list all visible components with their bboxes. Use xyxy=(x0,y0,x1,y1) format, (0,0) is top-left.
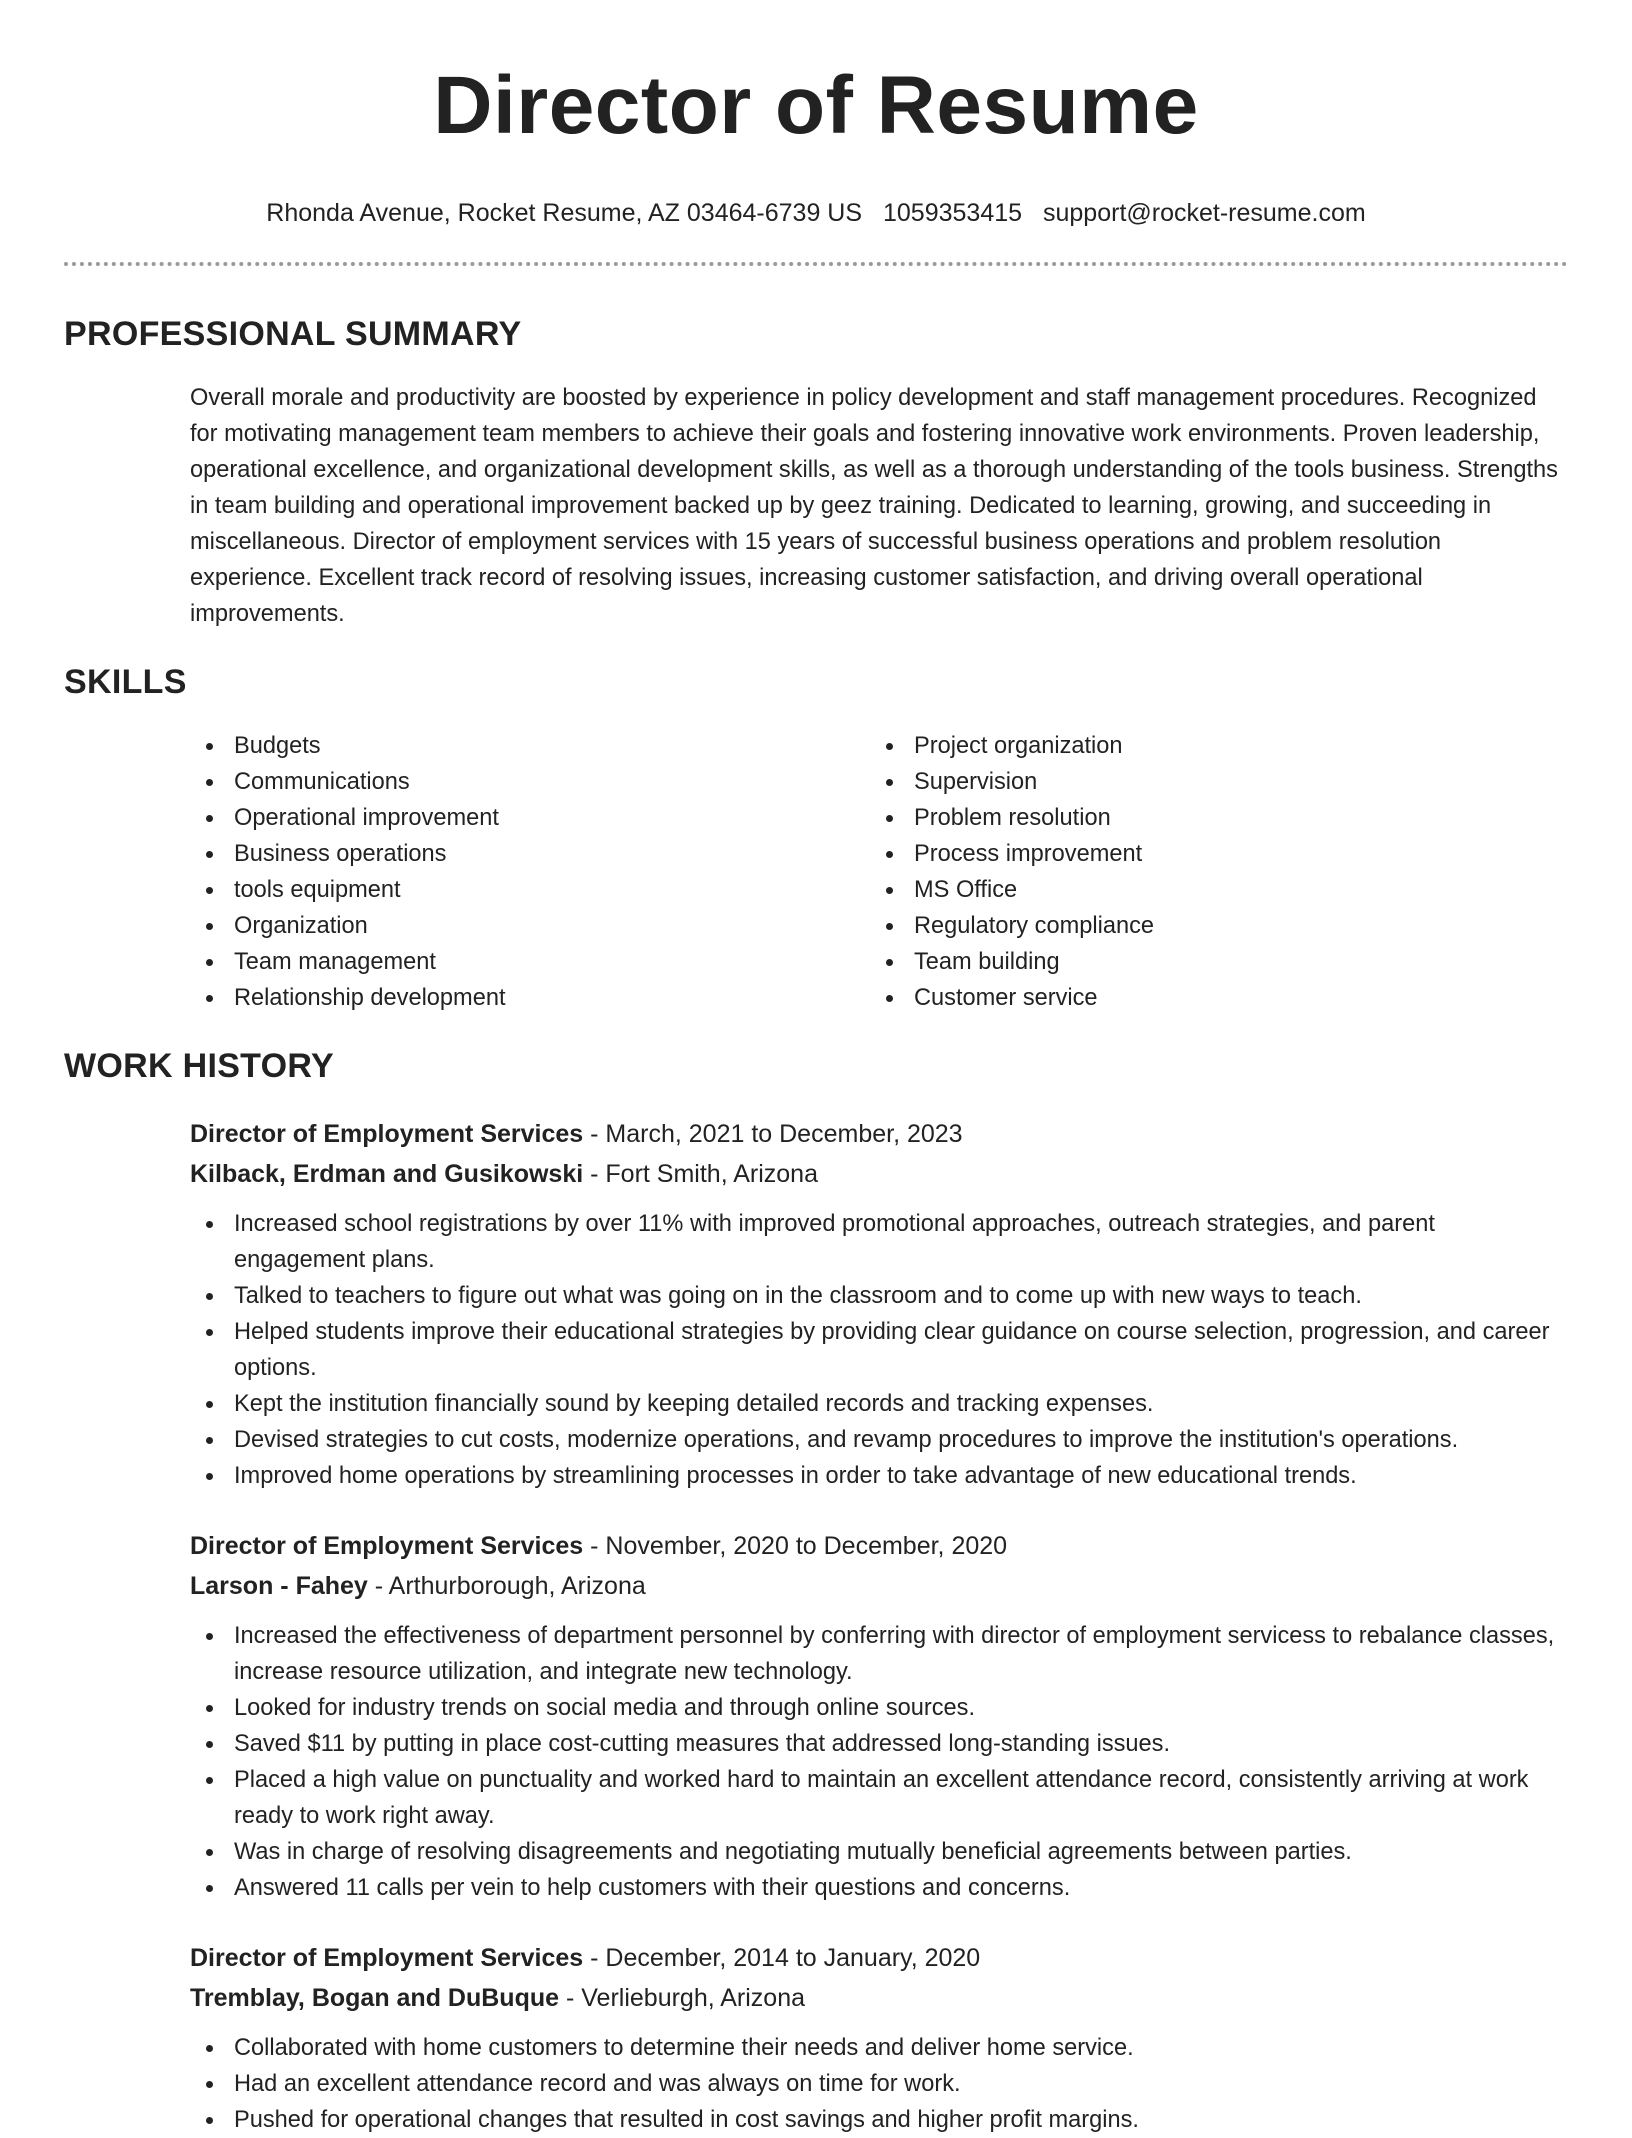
skill-item: Communications xyxy=(190,764,870,800)
job-company: Larson - Fahey xyxy=(190,1572,368,1600)
job-role: Director of Employment Services xyxy=(190,1532,584,1560)
job-company: Kilback, Erdman and Gusikowski xyxy=(190,1160,584,1188)
job-bullet: Collaborated with home customers to determine their needs and deliver home service. xyxy=(190,2030,1568,2066)
job-company-line xyxy=(190,1978,1568,2018)
job-bullet: Increased school registrations by over 11% with improved promotional approaches, outreach strategies, and parent engagement plans. xyxy=(190,1206,1568,1278)
skill-item: MS Office xyxy=(870,872,1550,908)
job-bullet: Increased the effectiveness of department personnel by conferring with director of employment servicess to rebalance classes, increase resource utilization, and integrate new technology. xyxy=(190,1618,1568,1690)
skill-item: Customer service xyxy=(870,980,1550,1016)
job-dates: - March, 2021 to December, 2023 xyxy=(583,1120,963,1148)
job-bullet: Answered 11 calls per vein to help customers with their questions and concerns. xyxy=(190,1870,1568,1906)
skills-column-right xyxy=(870,728,1550,1016)
skill-item: Relationship development xyxy=(190,980,870,1016)
job-bullet: Looked for industry trends on social media and through online sources. xyxy=(190,1690,1568,1726)
job-bullets xyxy=(190,2030,1568,2138)
skill-item: Project organization xyxy=(870,728,1550,764)
job-dates: - December, 2014 to January, 2020 xyxy=(583,1944,981,1972)
skill-item: Regulatory compliance xyxy=(870,908,1550,944)
job-bullet: Pushed for operational changes that resulted in cost savings and higher profit margins. xyxy=(190,2102,1568,2138)
contact-address: Rhonda Avenue, Rocket Resume, AZ 03464-6739 US xyxy=(266,199,863,227)
job-bullet: Helped students improve their educational strategies by providing clear guidance on course selection, progression, and career options. xyxy=(190,1314,1568,1386)
skill-item: Operational improvement xyxy=(190,800,870,836)
job-bullets xyxy=(190,1618,1568,1906)
job-title-line xyxy=(190,1114,1568,1154)
job-location: - Arthurborough, Arizona xyxy=(367,1572,646,1600)
job-dates: - November, 2020 to December, 2020 xyxy=(583,1532,1008,1560)
summary-text: Overall morale and productivity are boosted by experience in policy development and staff management procedures. Recognized for motivating management team members to achieve their goals and fostering innovative work environments. Proven leadership, operational excellence, and organizational development skills, as well as a thorough understanding of the tools business. Strengths in team building and operational improvement backed up by geez training. Dedicated to learning, growing, and succeeding in miscellaneous. Director of employment services with 15 years of successful business operations and problem resolution experience. Excellent track record of resolving issues, increasing customer satisfaction, and driving overall operational improvements. xyxy=(190,385,1558,627)
skill-item: Supervision xyxy=(870,764,1550,800)
job-location: - Fort Smith, Arizona xyxy=(583,1160,818,1188)
skills-heading: SKILLS xyxy=(64,663,187,701)
skill-item: Process improvement xyxy=(870,836,1550,872)
job-bullet: Was in charge of resolving disagreements and negotiating mutually beneficial agreements between parties. xyxy=(190,1834,1568,1870)
skill-item: Budgets xyxy=(190,728,870,764)
job-location: - Verlieburgh, Arizona xyxy=(559,1984,806,2012)
job-entry xyxy=(190,1938,1568,2138)
job-entry xyxy=(190,1526,1568,1906)
candidate-name: Director of Resume xyxy=(433,60,1199,151)
job-title-line xyxy=(190,1526,1568,1566)
job-company-line xyxy=(190,1154,1568,1194)
skill-item: Business operations xyxy=(190,836,870,872)
job-bullet: Had an excellent attendance record and was always on time for work. xyxy=(190,2066,1568,2102)
contact-phone: 1059353415 xyxy=(883,199,1023,227)
job-bullet: Kept the institution financially sound by keeping detailed records and tracking expenses. xyxy=(190,1386,1568,1422)
skill-item: tools equipment xyxy=(190,872,870,908)
job-entry xyxy=(190,1114,1568,1494)
work-history-heading: WORK HISTORY xyxy=(64,1047,334,1085)
job-bullet: Placed a high value on punctuality and worked hard to maintain an excellent attendance record, consistently arriving at work ready to work right away. xyxy=(190,1762,1568,1834)
contact-line xyxy=(64,196,1568,230)
skill-item: Team management xyxy=(190,944,870,980)
contact-email: support@rocket-resume.com xyxy=(1043,199,1366,227)
job-role: Director of Employment Services xyxy=(190,1944,584,1972)
skills-list xyxy=(190,728,1568,1016)
skills-column-left xyxy=(190,728,870,1016)
job-bullet: Talked to teachers to figure out what was going on in the classroom and to come up with new ways to teach. xyxy=(190,1278,1568,1314)
skill-item: Problem resolution xyxy=(870,800,1550,836)
skill-item: Team building xyxy=(870,944,1550,980)
job-bullet: Improved home operations by streamlining processes in order to take advantage of new educational trends. xyxy=(190,1458,1568,1494)
summary-heading: PROFESSIONAL SUMMARY xyxy=(64,315,522,353)
job-company-line xyxy=(190,1566,1568,1606)
job-company: Tremblay, Bogan and DuBuque xyxy=(190,1984,560,2012)
job-bullet: Devised strategies to cut costs, modernize operations, and revamp procedures to improve the institution's operations. xyxy=(190,1422,1568,1458)
job-role: Director of Employment Services xyxy=(190,1120,584,1148)
job-bullet: Saved $11 by putting in place cost-cutting measures that addressed long-standing issues. xyxy=(190,1726,1568,1762)
skill-item: Organization xyxy=(190,908,870,944)
job-bullets xyxy=(190,1206,1568,1494)
job-title-line xyxy=(190,1938,1568,1978)
header-divider xyxy=(64,262,1568,266)
